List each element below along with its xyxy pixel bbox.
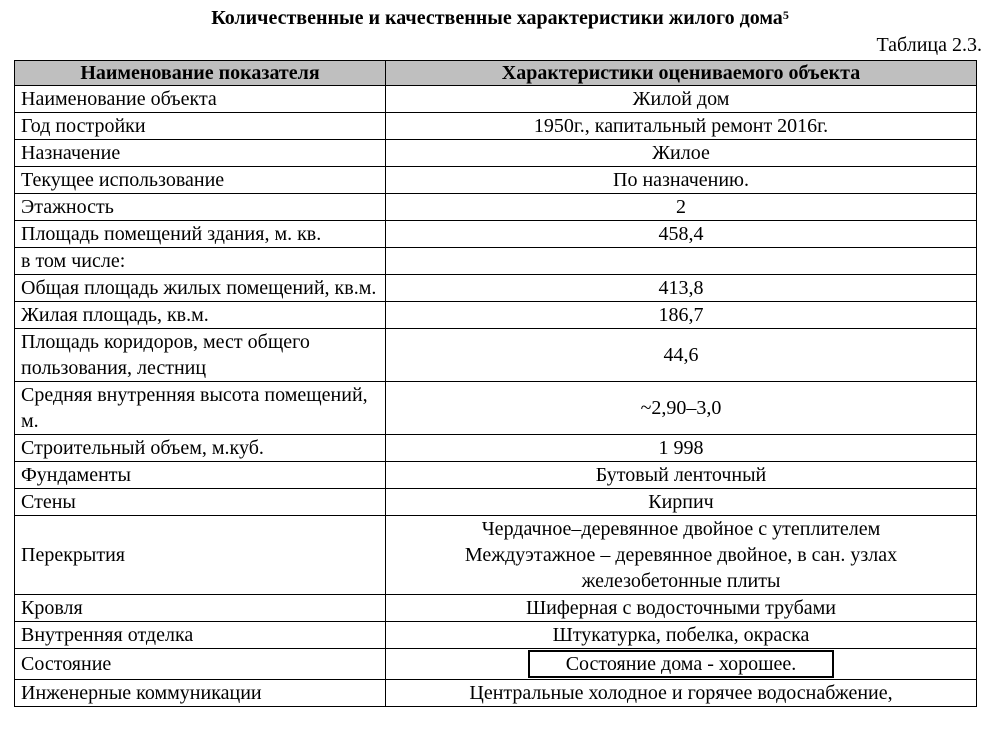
row-label: Наименование объекта [15, 86, 386, 113]
row-label: Стены [15, 489, 386, 516]
row-label: Инженерные коммуникации [15, 680, 386, 707]
row-value: 44,6 [386, 329, 977, 382]
row-value: Штукатурка, побелка, окраска [386, 622, 977, 649]
table-row [15, 382, 977, 435]
table-row [15, 435, 977, 462]
row-value: 186,7 [386, 302, 977, 329]
row-value: Чердачное–деревянное двойное с утеплителем Междуэтажное – деревянное двойное, в сан. узлах железобетонные плиты [386, 516, 977, 595]
row-label: Внутренняя отделка [15, 622, 386, 649]
row-value: Бутовый ленточный [386, 462, 977, 489]
table-row [15, 194, 977, 221]
table-row [15, 140, 977, 167]
table-title [0, 6, 1000, 30]
table-row [15, 489, 977, 516]
row-label: Этажность [15, 194, 386, 221]
header-indicator-name: Наименование показателя [15, 61, 386, 86]
header-object-characteristics: Характеристики оцениваемого объекта [386, 61, 977, 86]
table-row [15, 221, 977, 248]
row-value [386, 248, 977, 275]
row-label: Назначение [15, 140, 386, 167]
row-value: Жилое [386, 140, 977, 167]
table-header-row [15, 61, 977, 86]
table-row [15, 680, 977, 707]
row-label: в том числе: [15, 248, 386, 275]
table-number: Таблица 2.3. [876, 34, 982, 56]
row-value: Центральные холодное и горячее водоснабжение, [386, 680, 977, 707]
table-row [15, 595, 977, 622]
row-value: 413,8 [386, 275, 977, 302]
characteristics-table [14, 60, 977, 707]
row-label: Кровля [15, 595, 386, 622]
row-label: Строительный объем, м.куб. [15, 435, 386, 462]
row-label: Год постройки [15, 113, 386, 140]
row-value: 2 [386, 194, 977, 221]
table-row [15, 462, 977, 489]
row-value: По назначению. [386, 167, 977, 194]
table-row [15, 113, 977, 140]
row-label: Общая площадь жилых помещений, кв.м. [15, 275, 386, 302]
row-value: Жилой дом [386, 86, 977, 113]
table-row [15, 248, 977, 275]
table-row [15, 516, 977, 595]
row-label: Текущее использование [15, 167, 386, 194]
table-row [15, 86, 977, 113]
row-label: Перекрытия [15, 516, 386, 595]
row-label: Площадь коридоров, мест общего пользования, лестниц [15, 329, 386, 382]
row-value-cell [386, 649, 977, 680]
row-label: Фундаменты [15, 462, 386, 489]
row-value: 1950г., капитальный ремонт 2016г. [386, 113, 977, 140]
table-row [15, 649, 977, 680]
row-label: Жилая площадь, кв.м. [15, 302, 386, 329]
table-row [15, 329, 977, 382]
row-value: Кирпич [386, 489, 977, 516]
row-label: Состояние [15, 649, 386, 680]
table-row [15, 622, 977, 649]
row-value: Шиферная с водосточными трубами [386, 595, 977, 622]
row-label: Площадь помещений здания, м. кв. [15, 221, 386, 248]
title-footnote-marker: 5 [782, 8, 789, 22]
row-value: 458,4 [386, 221, 977, 248]
table-row [15, 167, 977, 194]
row-value: 1 998 [386, 435, 977, 462]
row-value: ~2,90–3,0 [386, 382, 977, 435]
table-row [15, 275, 977, 302]
table-row [15, 302, 977, 329]
row-label: Средняя внутренняя высота помещений, м. [15, 382, 386, 435]
table-title-text: Количественные и качественные характеристики жилого дома [211, 7, 783, 29]
condition-highlight-box: Состояние дома - хорошее. [528, 650, 835, 678]
